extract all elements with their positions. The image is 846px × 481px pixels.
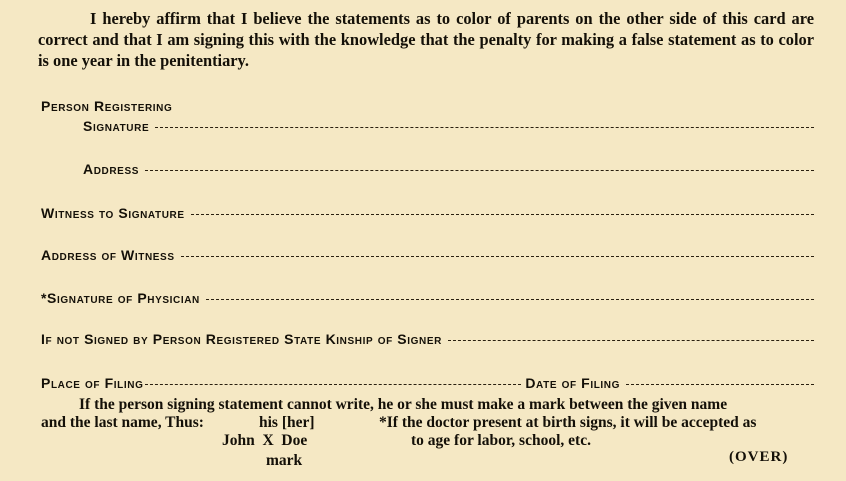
date-of-filing-line[interactable] bbox=[626, 384, 814, 385]
mark-label: mark bbox=[266, 452, 303, 469]
signature-label: Signature bbox=[83, 118, 150, 134]
place-of-filing-line[interactable] bbox=[145, 384, 521, 385]
kinship-row bbox=[41, 331, 814, 347]
doctor-note-line-2: to age for labor, school, etc. bbox=[411, 432, 591, 449]
over-indicator: (OVER) bbox=[729, 449, 789, 465]
mark-instructions bbox=[41, 396, 821, 432]
instructions-line-1: If the person signing statement cannot write, he or she must make a mark between the given name bbox=[79, 396, 728, 413]
doctor-note-line-1: *If the doctor present at birth signs, it will be accepted as bbox=[379, 414, 757, 431]
instructions-thus: and the last name, Thus: bbox=[41, 414, 204, 431]
place-of-filing-label: Place of Filing bbox=[41, 375, 144, 391]
kinship-label: If not Signed by Person Registered State Kinship of Signer bbox=[41, 331, 442, 347]
witness-signature-line[interactable] bbox=[191, 214, 814, 215]
address-row bbox=[83, 161, 814, 177]
instructions-line-2 bbox=[41, 414, 821, 432]
signature-line[interactable] bbox=[155, 127, 814, 128]
witness-signature-row bbox=[41, 205, 814, 221]
witness-address-row bbox=[41, 247, 814, 263]
signature-row bbox=[83, 118, 814, 134]
witness-address-line[interactable] bbox=[181, 256, 814, 257]
filing-row bbox=[41, 375, 814, 391]
physician-signature-row bbox=[41, 290, 814, 306]
date-of-filing-label: Date of Filing bbox=[525, 375, 620, 391]
example-name: John X Doe bbox=[222, 432, 308, 449]
address-label: Address bbox=[83, 161, 139, 177]
person-registering-heading: Person Registering bbox=[41, 98, 173, 114]
his-her-text: his [her] bbox=[259, 414, 315, 431]
physician-signature-label: *Signature of Physician bbox=[41, 290, 200, 306]
witness-signature-label: Witness to Signature bbox=[41, 205, 185, 221]
physician-signature-line[interactable] bbox=[206, 299, 814, 300]
address-line[interactable] bbox=[145, 170, 814, 171]
kinship-line[interactable] bbox=[448, 340, 814, 341]
witness-address-label: Address of Witness bbox=[41, 247, 175, 263]
affirmation-paragraph: I hereby affirm that I believe the statements as to color of parents on the other side of this card are correct and that I am signing this with the knowledge that the penalty for making a false statement as to color is one year in the penitentiary. bbox=[38, 9, 814, 70]
